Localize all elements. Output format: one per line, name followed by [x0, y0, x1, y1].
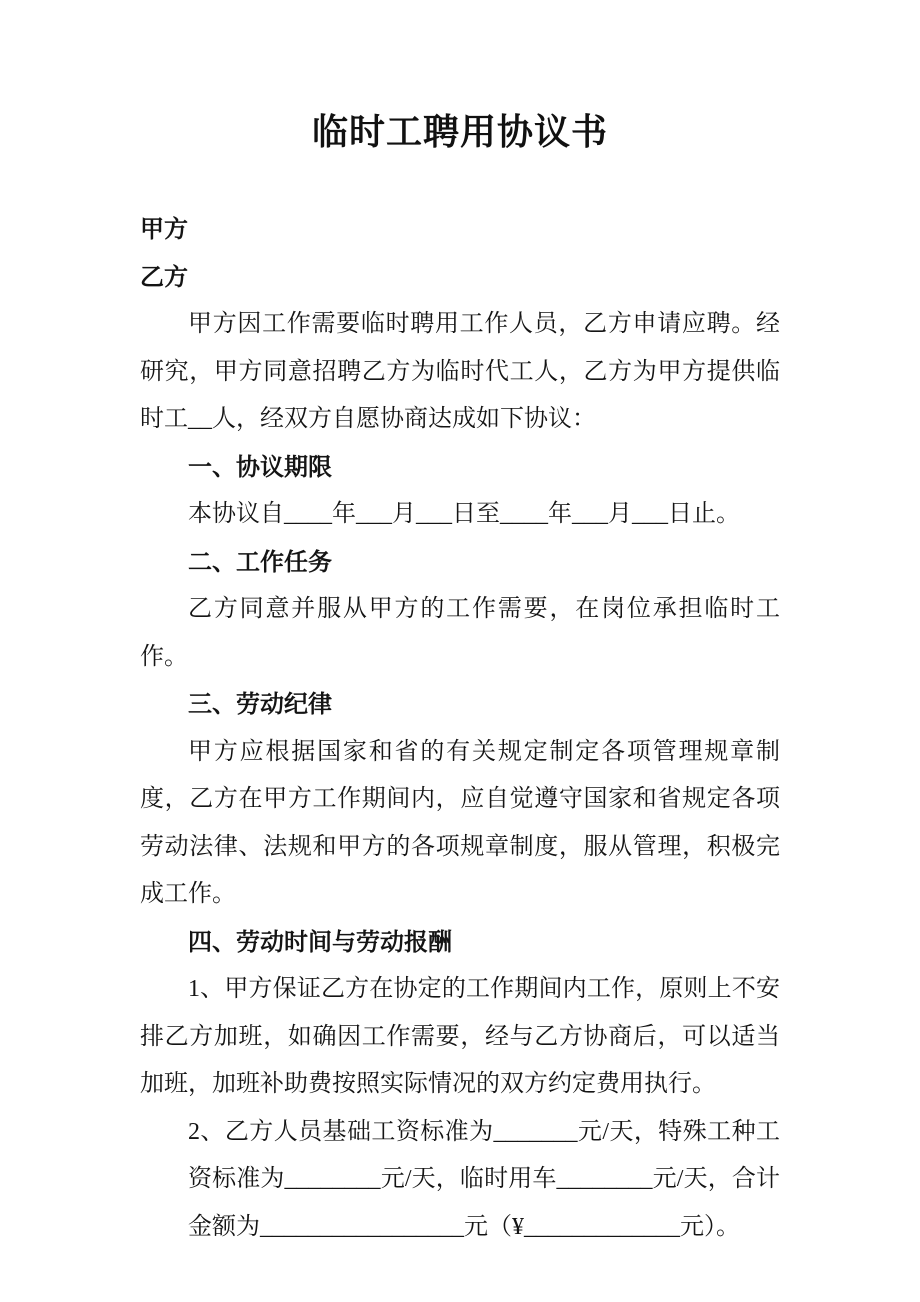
- document-title: 临时工聘用协议书: [311, 111, 608, 152]
- document-body: [140, 206, 780, 1251]
- section-3-paragraph-discipline: 甲方应根据国家和省的有关规定制定各项管理规章制度，乙方在甲方工作期间内，应自觉遵守国家和省规定各项劳动法律、法规和甲方的各项规章制度，服从管理，积极完成工作。: [140, 738, 780, 907]
- section-1-paragraph-term-dates: 本协议自____年___月___日至____年___月___日止。: [188, 501, 740, 527]
- section-4-heading: 四、劳动时间与劳动报酬: [188, 928, 452, 956]
- party-a-label: 甲方: [140, 216, 188, 243]
- section-2-paragraph-work-task: 乙方同意并服从甲方的工作需要，在岗位承担临时工作。: [140, 596, 780, 670]
- section-4-paragraph-1-overtime: 1、甲方保证乙方在协定的工作期间内工作，原则上不安排乙方加班，如确因工作需要，经与乙方协商后，可以适当加班，加班补助费按照实际情况的双方约定费用执行。: [140, 976, 780, 1097]
- section-2-heading: 二、工作任务: [188, 548, 332, 576]
- section-4-paragraph-2-wages: 2、乙方人员基础工资标准为_______元/天，特殊工种工资标准为________元/天，临时用车________元/天，合计金额为_________________元（¥_____________元）。: [188, 1118, 780, 1240]
- section-1-heading: 一、协议期限: [188, 453, 332, 481]
- party-b-label: 乙方: [140, 263, 188, 291]
- section-3-heading: 三、劳动纪律: [188, 691, 332, 718]
- intro-paragraph: 甲方因工作需要临时聘用工作人员，乙方申请应聘。经研究，甲方同意招聘乙方为临时代工人，乙方为甲方提供临时工__人，经双方自愿协商达成如下协议：: [140, 311, 780, 432]
